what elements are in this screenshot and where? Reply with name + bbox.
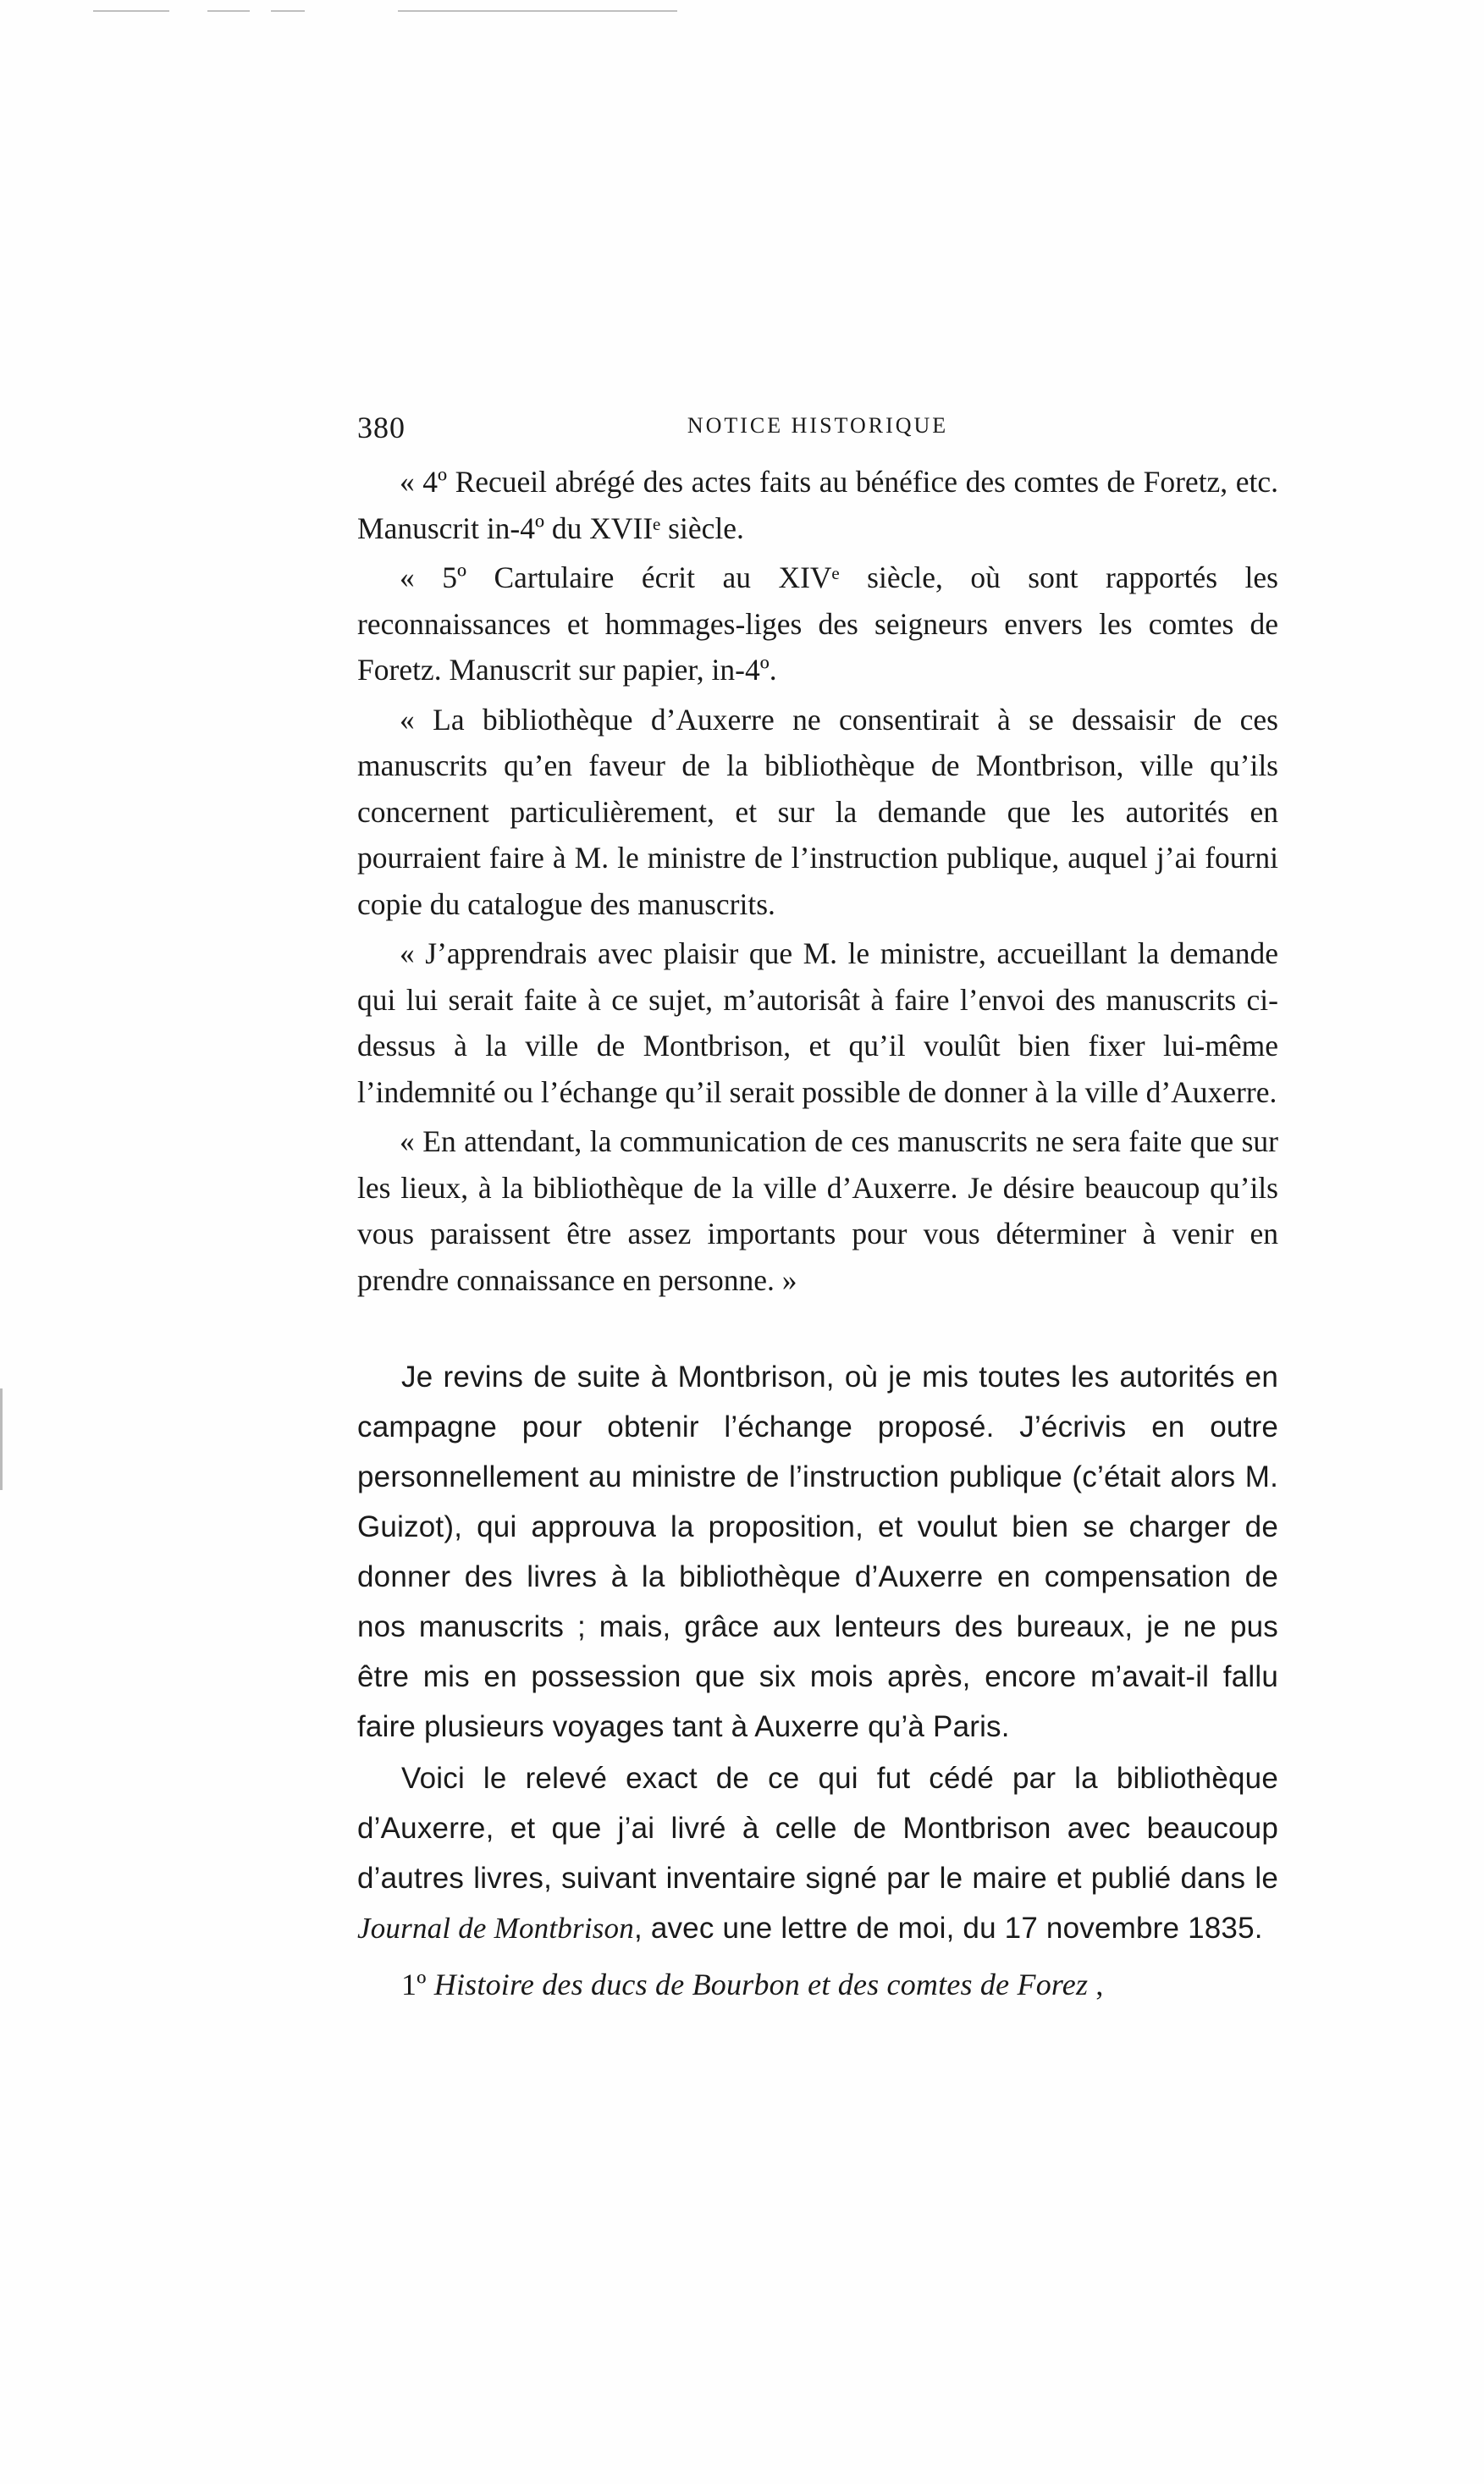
scan-edge-mark [93, 10, 169, 12]
binding-edge-mark [0, 1388, 3, 1490]
running-title: NOTICE HISTORIQUE [687, 413, 949, 438]
quote-paragraph: « J’apprendrais avec plaisir que M. le ministre, accueillant la demande qui lui serait faite à ce sujet, m’autorisât à faire l’envoi des manuscrits ci-dessus à la ville de Montbrison, et qu’il voulût bien fixer lui-même l’indemnité ou l’échange qu’il serait possible de donner à la ville d’Auxerre. [357, 936, 1278, 1109]
paragraph-text: Voici le relevé exact de ce qui fut cédé par la bibliothèque d’Auxerre, et que j’ai livré à celle de Montbrison avec beaucoup d’autres livres, suivant inventaire signé par le maire et publié dans le [357, 1762, 1278, 1895]
journal-title: Journal de Montbrison [357, 1912, 634, 1945]
body-paragraph: Je revins de suite à Montbrison, où je mis toutes les autorités en campagne pour obtenir l’échange proposé. J’écrivis en outre personnellement au ministre de l’instruction publique (c’était alors M. Guizot), qui approuva la proposition, et voulut bien se charger de donner des livres à la bibliothèque d’Auxerre en compensation de nos manuscrits ; mais, grâce aux lenteurs des bureaux, je ne pus être mis en possession que six mois après, encore m’avait-il fallu faire plusieurs voyages tant à Auxerre qu’à Paris. [357, 1361, 1278, 1743]
quote-paragraph: « En attendant, la communication de ces manuscrits ne sera faite que sur les lieux, à la bibliothèque de la ville d’Auxerre. Je désire beaucoup qu’ils vous paraissent être assez importants pour vous déterminer à venir en prendre connaissance en personne. » [357, 1124, 1278, 1297]
quoted-letter [357, 459, 1278, 1303]
scan-edge-mark [207, 10, 250, 12]
quote-paragraph: « La bibliothèque d’Auxerre ne consentirait à se dessaisir de ces manuscrits qu’en faveur de la bibliothèque de Montbrison, ville qu’ils concernent particulièrement, et sur la demande que les autorités en pourraient faire à M. le ministre de l’instruction publique, auquel j’ai fourni copie du catalogue des manuscrits. [357, 702, 1278, 921]
item-number: 1º [401, 1968, 427, 2001]
paragraph-text: , avec une lettre de moi, du 17 novembre 1835. [633, 1912, 1263, 1945]
body-paragraph [357, 1753, 1278, 1953]
text-column [357, 405, 1278, 2010]
body-text [357, 1352, 1278, 2010]
scan-edge-mark [398, 10, 677, 12]
running-head [357, 405, 1278, 452]
item-trail: , [1095, 1968, 1104, 2001]
quote-paragraph: « 5º Cartulaire écrit au XIVᵉ siècle, où sont rapportés les reconnaissances et hommages-liges des seigneurs envers les comtes de Foretz. Manuscrit sur papier, in-4º. [357, 560, 1278, 687]
page-number: 380 [357, 411, 405, 444]
list-item [357, 1960, 1278, 2010]
scan-edge-mark [271, 10, 305, 12]
item-title: Histoire des ducs de Bourbon et des comtes de Forez [433, 1968, 1089, 2001]
quote-paragraph: « 4º Recueil abrégé des actes faits au bénéfice des comtes de Foretz, etc. Manuscrit in-4º du XVIIᵉ siècle. [357, 465, 1278, 545]
